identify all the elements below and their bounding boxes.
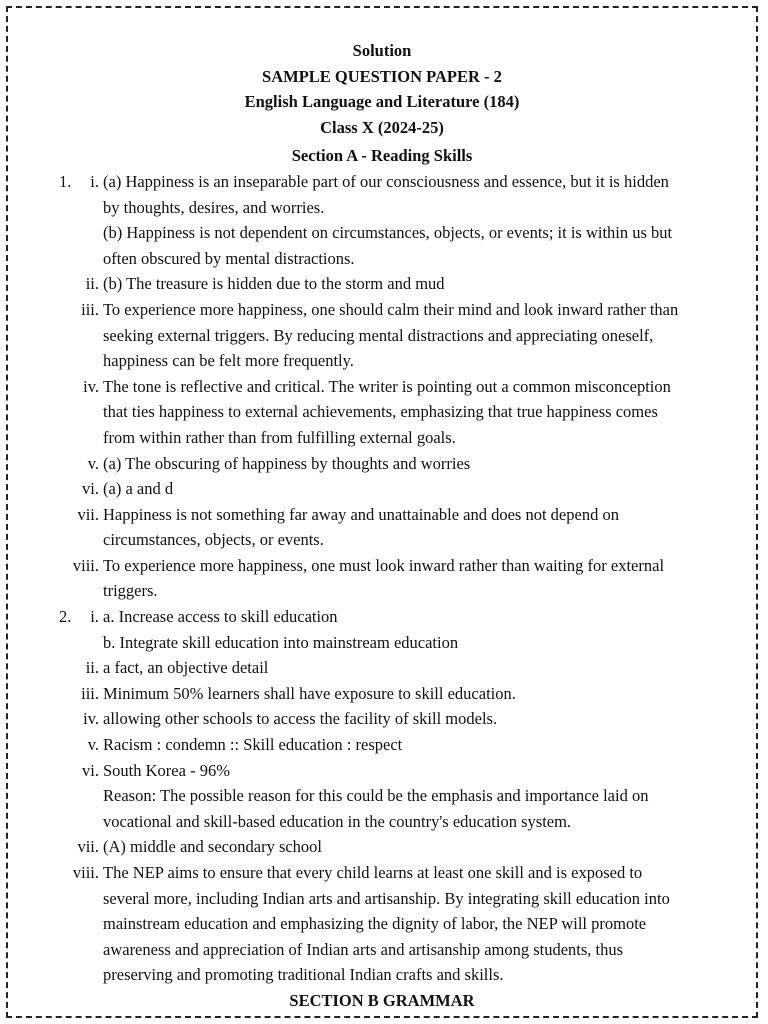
- answer-text: awareness and appreciation of Indian arts and artisanship among students, thus: [103, 939, 624, 959]
- item-numeral: vii.: [77, 504, 99, 524]
- answer-text: mainstream education and emphasizing the dignity of labor, the NEP will promote: [103, 914, 647, 934]
- item-numeral: viii.: [72, 555, 99, 575]
- answer-line: [8, 399, 756, 425]
- answer-text: vocational and skill-based education in the country's education system.: [103, 811, 572, 831]
- section-b-heading: SECTION B GRAMMAR: [289, 990, 475, 1010]
- section-a-heading: Section A - Reading Skills: [291, 146, 473, 166]
- answer-text: from within rather than from fulfilling external goals.: [103, 427, 456, 447]
- item-numeral: v.: [87, 453, 99, 473]
- answer-line: [8, 706, 756, 732]
- subject-title: English Language and Literature (184): [244, 92, 520, 112]
- answer-text: (a) Happiness is an inseparable part of our consciousness and essence, but it is hidden: [103, 171, 669, 191]
- answer-line: [8, 630, 756, 656]
- answer-line: [8, 451, 756, 477]
- answer-line: [8, 834, 756, 860]
- answer-line: [8, 860, 756, 886]
- answer-text: (b) The treasure is hidden due to the storm and mud: [103, 274, 445, 294]
- answer-line: [8, 962, 756, 988]
- answer-text: a. Increase access to skill education: [103, 607, 338, 627]
- header: [8, 8, 756, 169]
- item-numeral: iii.: [81, 683, 99, 703]
- answer-text: b. Integrate skill education into mainstream education: [103, 632, 459, 652]
- answer-text: South Korea - 96%: [103, 760, 230, 780]
- answer-line: [8, 937, 756, 963]
- answer-line: [8, 271, 756, 297]
- answer-line: [8, 476, 756, 502]
- answer-line: [8, 297, 756, 323]
- answer-text: Minimum 50% learners shall have exposure to skill education.: [103, 683, 516, 703]
- answer-line: [8, 425, 756, 451]
- answer-line: [8, 220, 756, 246]
- answer-line: [8, 348, 756, 374]
- answer-line: [8, 732, 756, 758]
- answer-line: [8, 323, 756, 349]
- answer-line: [8, 578, 756, 604]
- item-numeral: iv.: [83, 709, 99, 729]
- answer-text: The NEP aims to ensure that every child learns at least one skill and is exposed to: [103, 863, 643, 882]
- answer-text: a fact, an objective detail: [103, 658, 269, 678]
- answer-text: circumstances, objects, or events.: [103, 530, 324, 550]
- answer-text: Happiness is not something far away and unattainable and does not depend on: [103, 504, 619, 524]
- item-numeral: vii.: [77, 837, 99, 857]
- answer-line: [8, 527, 756, 553]
- item-numeral: viii.: [72, 863, 99, 882]
- item-numeral: i.: [90, 171, 99, 191]
- item-numeral: i.: [90, 607, 99, 627]
- item-numeral: ii.: [85, 274, 99, 294]
- item-numeral: ii.: [85, 658, 99, 678]
- solution-title: Solution: [352, 41, 412, 60]
- answer-text: (a) a and d: [103, 479, 174, 499]
- answer-line: [8, 809, 756, 835]
- item-numeral: iv.: [83, 376, 99, 396]
- answer-line: [8, 758, 756, 784]
- item-numeral: vi.: [82, 760, 99, 780]
- answer-text: (b) Happiness is not dependent on circumstances, objects, or events; it is within us but: [103, 223, 673, 243]
- answer-line: [8, 655, 756, 681]
- answer-line: [8, 502, 756, 528]
- class-title: Class X (2024-25): [320, 117, 444, 137]
- answer-line: [8, 195, 756, 221]
- answer-line: [8, 374, 756, 400]
- answer-line: [8, 553, 756, 579]
- answer-text: by thoughts, desires, and worries.: [103, 197, 325, 217]
- answer-text: To experience more happiness, one should calm their mind and look inward rather than: [103, 299, 679, 319]
- answer-text: To experience more happiness, one must look inward rather than waiting for external: [103, 555, 665, 575]
- answer-text: preserving and promoting traditional Indian crafts and skills.: [103, 965, 504, 985]
- paper-title: SAMPLE QUESTION PAPER - 2: [262, 66, 502, 86]
- answer-text: (a) The obscuring of happiness by thoughts and worries: [103, 453, 471, 473]
- answer-line: [8, 783, 756, 809]
- answer-text: Reason: The possible reason for this could be the emphasis and importance laid on: [103, 786, 649, 806]
- question-number: 2.: [59, 607, 72, 627]
- question-number: 1.: [59, 171, 72, 191]
- answer-text: seeking external triggers. By reducing mental distractions and appreciating oneself,: [103, 325, 654, 345]
- answer-line: [8, 246, 756, 272]
- answer-text: triggers.: [103, 581, 158, 601]
- answer-sheet: [6, 6, 758, 1018]
- answers: [8, 169, 756, 988]
- answer-line: [8, 169, 756, 195]
- item-numeral: v.: [87, 735, 99, 755]
- answer-line: [8, 911, 756, 937]
- answer-text: The tone is reflective and critical. The writer is pointing out a common misconception: [103, 376, 671, 396]
- answer-line: [8, 886, 756, 912]
- answer-text: (A) middle and secondary school: [103, 837, 323, 857]
- item-numeral: vi.: [82, 479, 99, 499]
- answer-text: often obscured by mental distractions.: [103, 248, 355, 268]
- answer-text: that ties happiness to external achievements, emphasizing that true happiness comes: [103, 402, 658, 422]
- answer-text: happiness can be felt more frequently.: [103, 351, 354, 371]
- answer-line: [8, 681, 756, 707]
- answer-text: several more, including Indian arts and artisanship. By integrating skill education into: [103, 888, 670, 908]
- item-numeral: iii.: [81, 299, 99, 319]
- answer-text: Racism : condemn :: Skill education : respect: [103, 735, 403, 755]
- answer-line: [8, 604, 756, 630]
- answer-text: allowing other schools to access the facility of skill models.: [103, 709, 498, 729]
